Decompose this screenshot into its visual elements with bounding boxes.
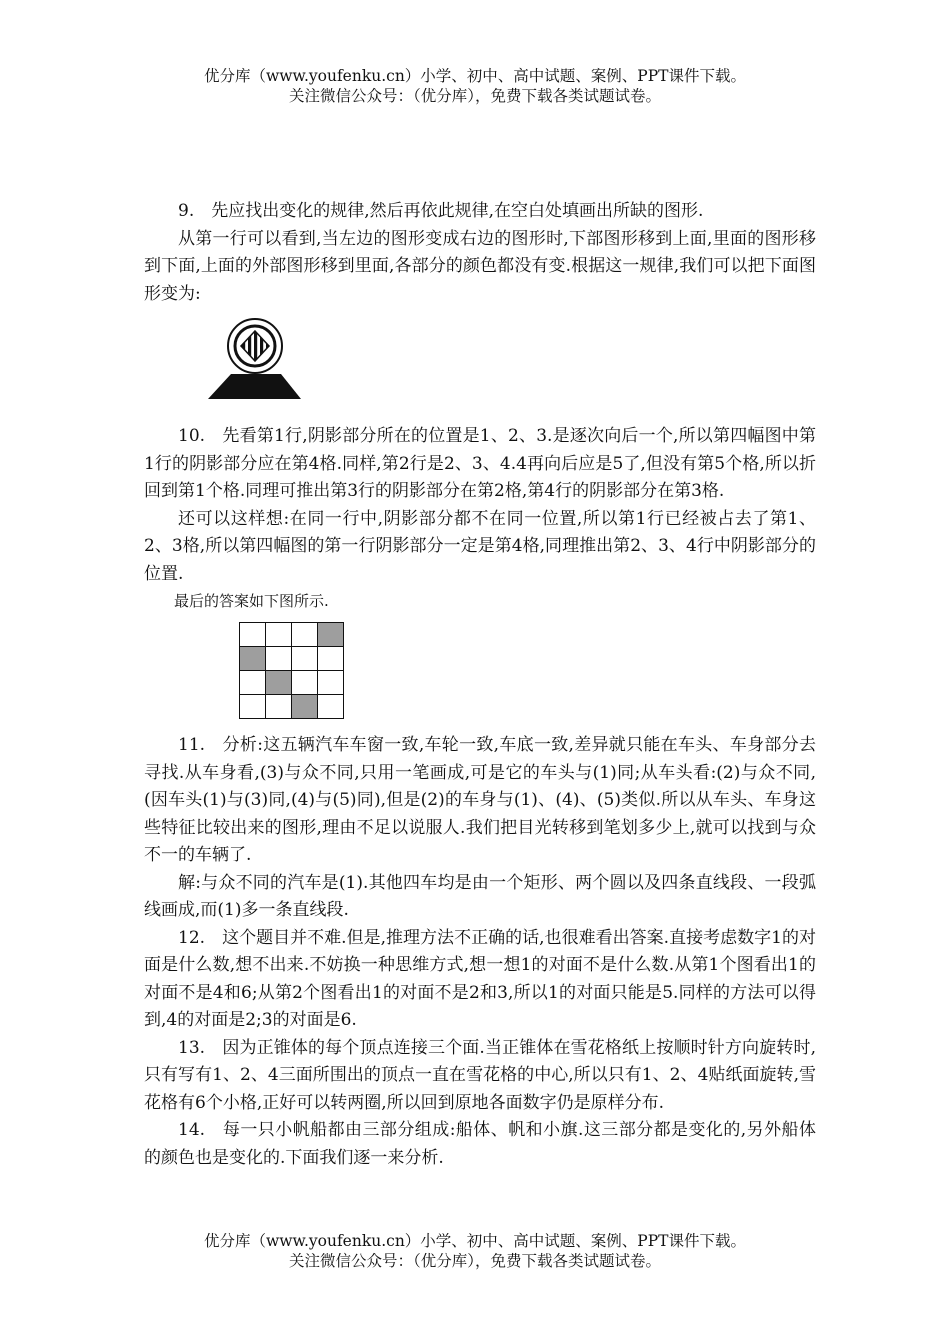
answer-13: 13. 因为正锥体的每个顶点连接三个面.当正锥体在雪花格纸上按顺时针方向旋转时,只有写有1、2、4三面所围出的顶点一直在雪花格的中心,所以只有1、2、4贴纸面旋转,雪花格有6个小格,正好可以转两圈,所以回到原地各面数字仍是原样分布. — [144, 1037, 816, 1113]
answer-12: 12. 这个题目并不难.但是,推理方法不正确的话,也很难看出答案.直接考虑数字1的对面是什么数,想不出来.不妨换一种思维方式,想一想1的对面不是什么数.从第1个图看出1的对面不是4和6;从第2个图看出1的对面不是2和3,所以1的对面只能是5.同样的方法可以得到,4的对面是2;3的对面是6. — [144, 927, 816, 1030]
trapezoid-base — [208, 374, 301, 399]
answer-10-result-caption: 最后的答案如下图所示. — [174, 592, 329, 610]
grid-row — [240, 647, 344, 671]
answer-14: 14. 每一只小帆船都由三部分组成:船体、帆和小旗.这三部分都是变化的,另外船体的颜色也是变化的.下面我们逐一来分析. — [144, 1120, 816, 1168]
grid-cell — [292, 623, 318, 647]
grid-cell-shaded — [240, 647, 266, 671]
grid-cell-shaded — [318, 623, 344, 647]
grid-cell — [266, 647, 292, 671]
answer-10-grid — [239, 622, 344, 719]
grid-cell — [240, 623, 266, 647]
grid-row — [240, 695, 344, 719]
answer-10-alternative: 还可以这样想:在同一行中,阴影部分都不在同一位置,所以第1行已经被占去了第1、2、3格,所以第四幅图的第一行阴影部分一定是第4格,同理推出第2、3、4行中阴影部分的位置. — [144, 508, 816, 584]
grid-cell — [292, 671, 318, 695]
answer-9-body: 从第一行可以看到,当左边的图形变成右边的图形时,下部图形移到上面,里面的图形移到下面,上面的外部图形移到里面,各部分的颜色都没有变.根据这一规律,我们可以把下面图形变为: — [144, 228, 816, 304]
grid-row — [240, 623, 344, 647]
answer-11-solution: 解:与众不同的汽车是(1).其他四车均是由一个矩形、两个圆以及四条直线段、一段弧线画成,而(1)多一条直线段. — [144, 872, 816, 920]
header-line-1: 优分库（www.youfenku.cn）小学、初中、高中试题、案例、PPT课件下载。 — [203, 67, 747, 85]
grid-cell — [240, 671, 266, 695]
answer-9-figure — [207, 317, 307, 403]
answer-9-title: 9. 先应找出变化的规律,然后再依此规律,在空白处填画出所缺的图形. — [178, 201, 704, 221]
header-line-2: 关注微信公众号：（优分库），免费下载各类试题试卷。 — [288, 87, 661, 105]
page-footer — [0, 1231, 950, 1271]
grid-cell — [240, 695, 266, 719]
grid-cell — [266, 695, 292, 719]
answer-10: 10. 先看第1行,阴影部分所在的位置是1、2、3.是逐次向后一个,所以第四幅图中第1行的阴影部分应在第4格.同样,第2行是2、3、4.4再向后应是5了,但没有第5个格,所以折回到第1个格.同理可推出第3行的阴影部分在第2格,第4行的阴影部分在第3格. — [144, 426, 816, 501]
footer-line-1: 优分库（www.youfenku.cn）小学、初中、高中试题、案例、PPT课件下载。 — [203, 1232, 747, 1250]
grid-cell — [318, 647, 344, 671]
grid-cell-shaded — [292, 695, 318, 719]
grid-cell-shaded — [266, 671, 292, 695]
grid-cell — [318, 695, 344, 719]
answer-11: 11. 分析:这五辆汽车车窗一致,车轮一致,车底一致,差异就只能在车头、车身部分去寻找.从车身看,(3)与众不同,只用一笔画成,可是它的车头与(1)同;从车头看:(2)与众不同,(因车头(1)与(3)同,(4)与(5)同),但是(2)的车身与(1)、(4)、(5)类似.所以从车头、车身这些特征比较出来的图形,理由不足以说服人.我们把目光转移到笔划多少上,就可以找到与众不一的车辆了. — [144, 735, 816, 865]
grid-cell — [318, 671, 344, 695]
grid-cell — [292, 647, 318, 671]
footer-line-2: 关注微信公众号：（优分库），免费下载各类试题试卷。 — [288, 1252, 661, 1270]
page-header — [0, 66, 950, 106]
grid-row — [240, 671, 344, 695]
grid-cell — [266, 623, 292, 647]
